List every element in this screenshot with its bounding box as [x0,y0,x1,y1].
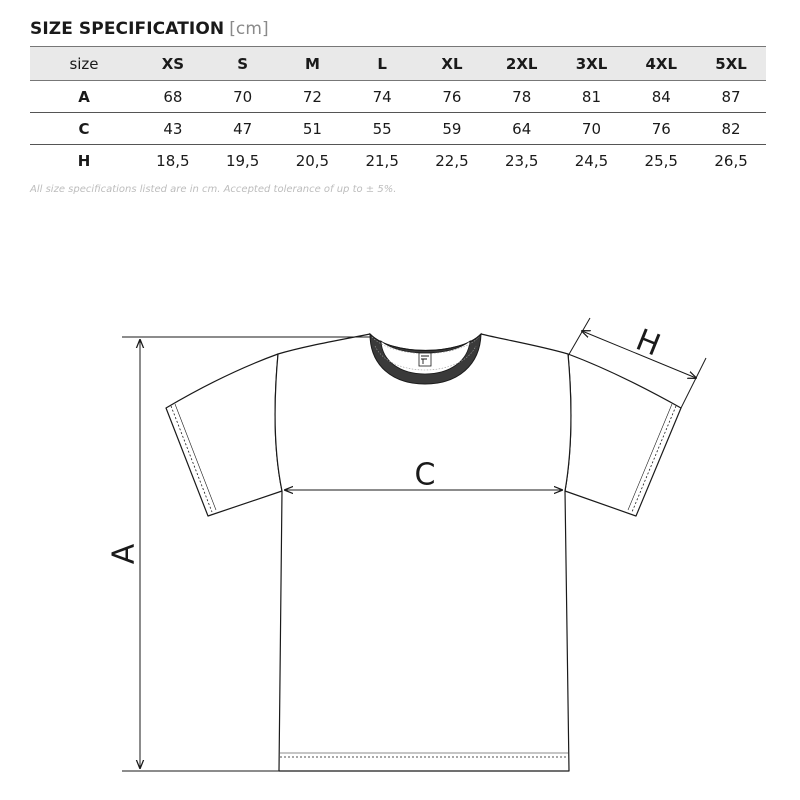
dimension-c-label: C [414,457,436,493]
right-sleeve [565,354,681,516]
tolerance-note: All size specifications listed are in cm. Accepted tolerance of up to ± 5%. [30,184,397,195]
table-cell: 64 [487,113,557,145]
table-cell: 70 [557,113,627,145]
table-cell: 59 [417,113,487,145]
size-col-header: XS [138,47,208,81]
table-cell: 76 [626,113,696,145]
left-sleeve [166,354,282,516]
tshirt-body [275,334,571,771]
row-label: A [78,87,90,106]
row-label: C [30,113,138,145]
size-col-header: 4XL [626,47,696,81]
table-cell: 26,5 [696,145,766,177]
table-cell: 84 [651,87,671,106]
table-cell: 81 [581,87,602,106]
table-cell: 82 [696,113,766,145]
brand-label-icon [419,353,431,366]
spec-title: SIZE SPECIFICATION [30,19,225,39]
table-cell: 21,5 [347,145,417,177]
dimension-h-label: H [630,322,666,364]
table-cell: 20,5 [278,145,348,177]
table-cell: 74 [372,87,392,106]
size-header-label: size [30,47,138,81]
table-cell: 18,5 [138,145,208,177]
size-col-header: 2XL [487,47,557,81]
table-cell: 55 [347,113,417,145]
table-cell: 24,5 [557,145,627,177]
table-cell: 47 [208,113,278,145]
size-col-header: M [278,47,348,81]
table-cell: 19,5 [208,145,278,177]
dimension-a-label: A [106,543,142,565]
size-col-header: 3XL [557,47,627,81]
table-cell: 43 [138,113,208,145]
table-cell: 70 [233,87,253,106]
size-col-header: XL [417,47,487,81]
size-col-header: S [208,47,278,81]
table-cell: 68 [163,87,183,106]
table-cell: 25,5 [626,145,696,177]
spec-unit: [cm] [229,19,269,39]
table-cell: 72 [302,87,322,106]
table-cell: 22,5 [417,145,487,177]
size-col-header: 5XL [696,47,766,81]
table-cell: 76 [442,87,462,106]
table-cell: 87 [721,87,741,106]
row-label: H [30,145,138,177]
table-cell: 51 [278,113,348,145]
table-cell: 23,5 [487,145,557,177]
table-cell: 78 [512,87,532,106]
tshirt-outline-icon [166,334,681,771]
size-col-header: L [347,47,417,81]
